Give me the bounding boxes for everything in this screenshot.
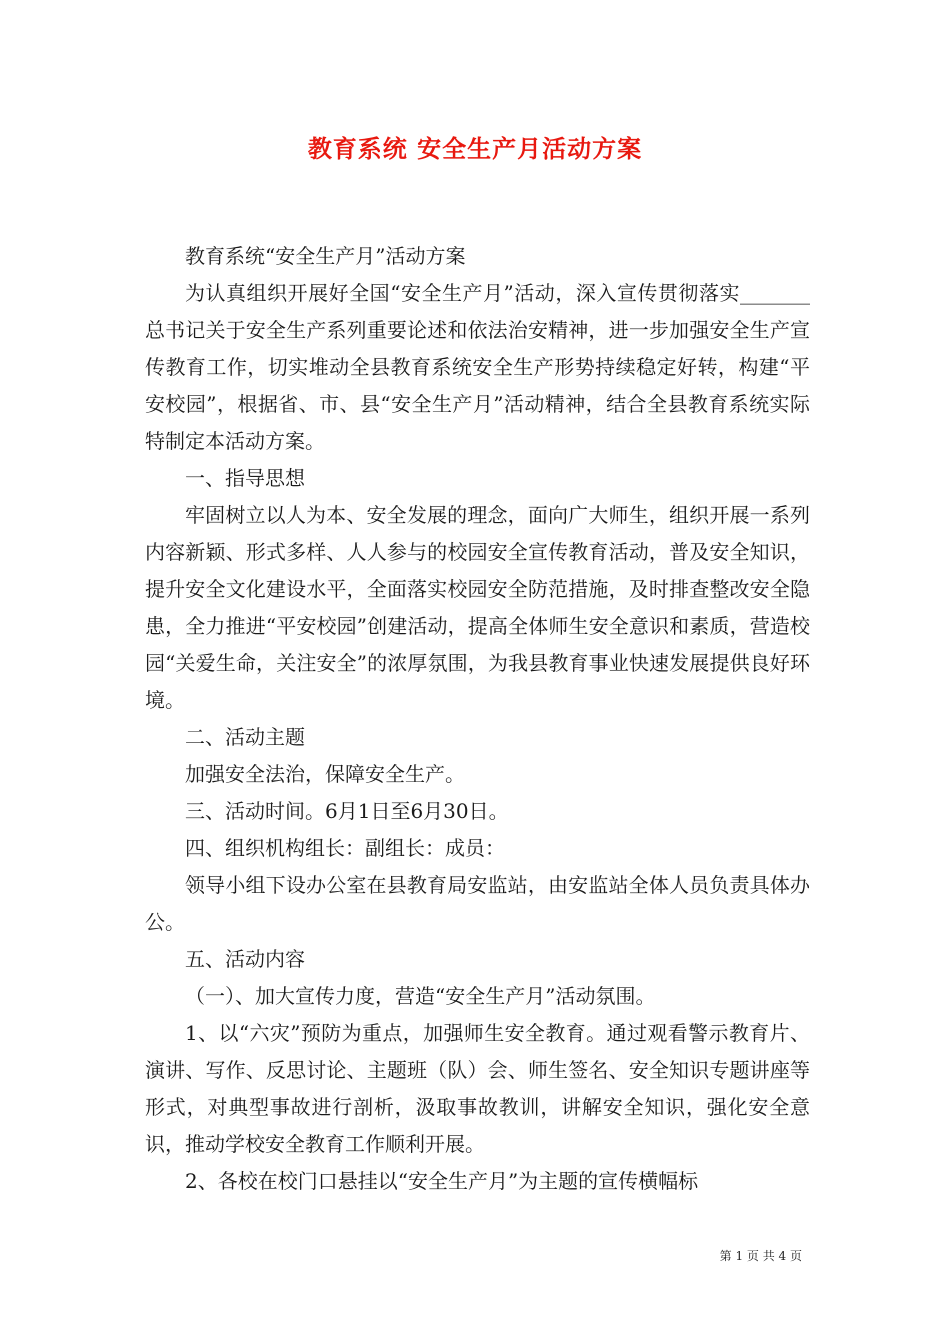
section-heading: 三、活动时间。6月1日至6月30日。: [185, 799, 509, 823]
section-heading: 四、组织机构组长：副组长：成员：: [185, 836, 505, 860]
paragraph: 加强安全法治，保障安全生产。: [185, 762, 465, 786]
document-body: [145, 238, 810, 1200]
page-number: 第 1 页 共 4 页: [719, 1249, 802, 1263]
subsection-heading: （一）、加大宣传力度，营造“安全生产月”活动氛围。: [185, 984, 656, 1008]
paragraph: 为认真组织开展好全国“安全生产月”活动，深入宣传贯彻落实_______总书记关于安全生产系列重要论述和依法治安精神，进一步加强安全生产宣传教育工作，切实堆动全县教育系统安全生产形势持续稳定好转，构建“平安校园”，根据省、市、县“安全生产月”活动精神，结合全县教育系统实际特制定本活动方案。: [145, 281, 810, 453]
doc-heading: 教育系统“安全生产月”活动方案: [185, 244, 466, 268]
section-heading: 五、活动内容: [185, 947, 305, 971]
document-title: 教育系统 安全生产月活动方案: [307, 135, 643, 163]
paragraph: 牢固树立以人为本、安全发展的理念，面向广大师生，组织开展一系列内容新颖、形式多样、人人参与的校园安全宣传教育活动，普及安全知识，提升安全文化建设水平，全面落实校园安全防范措施，及时排查整改安全隐患，全力推进“平安校园”创建活动，提高全体师生安全意识和素质，营造校园“关爱生命，关注安全”的浓厚氛围，为我县教育事业快速发展提供良好环境。: [145, 503, 810, 712]
section-heading: 一、指导思想: [185, 466, 305, 490]
paragraph: 1、以“六灾”预防为重点，加强师生安全教育。通过观看警示教育片、演讲、写作、反思讨论、主题班（队）会、师生签名、安全知识专题讲座等形式，对典型事故进行剖析，汲取事故教训，讲解安全知识，强化安全意识，推动学校安全教育工作顺利开展。: [145, 1021, 810, 1156]
paragraph: 2、各校在校门口悬挂以“安全生产月”为主题的宣传横幅标: [185, 1169, 699, 1193]
section-heading: 二、活动主题: [185, 725, 305, 749]
paragraph: 领导小组下设办公室在县教育局安监站，由安监站全体人员负责具体办公。: [145, 873, 810, 934]
